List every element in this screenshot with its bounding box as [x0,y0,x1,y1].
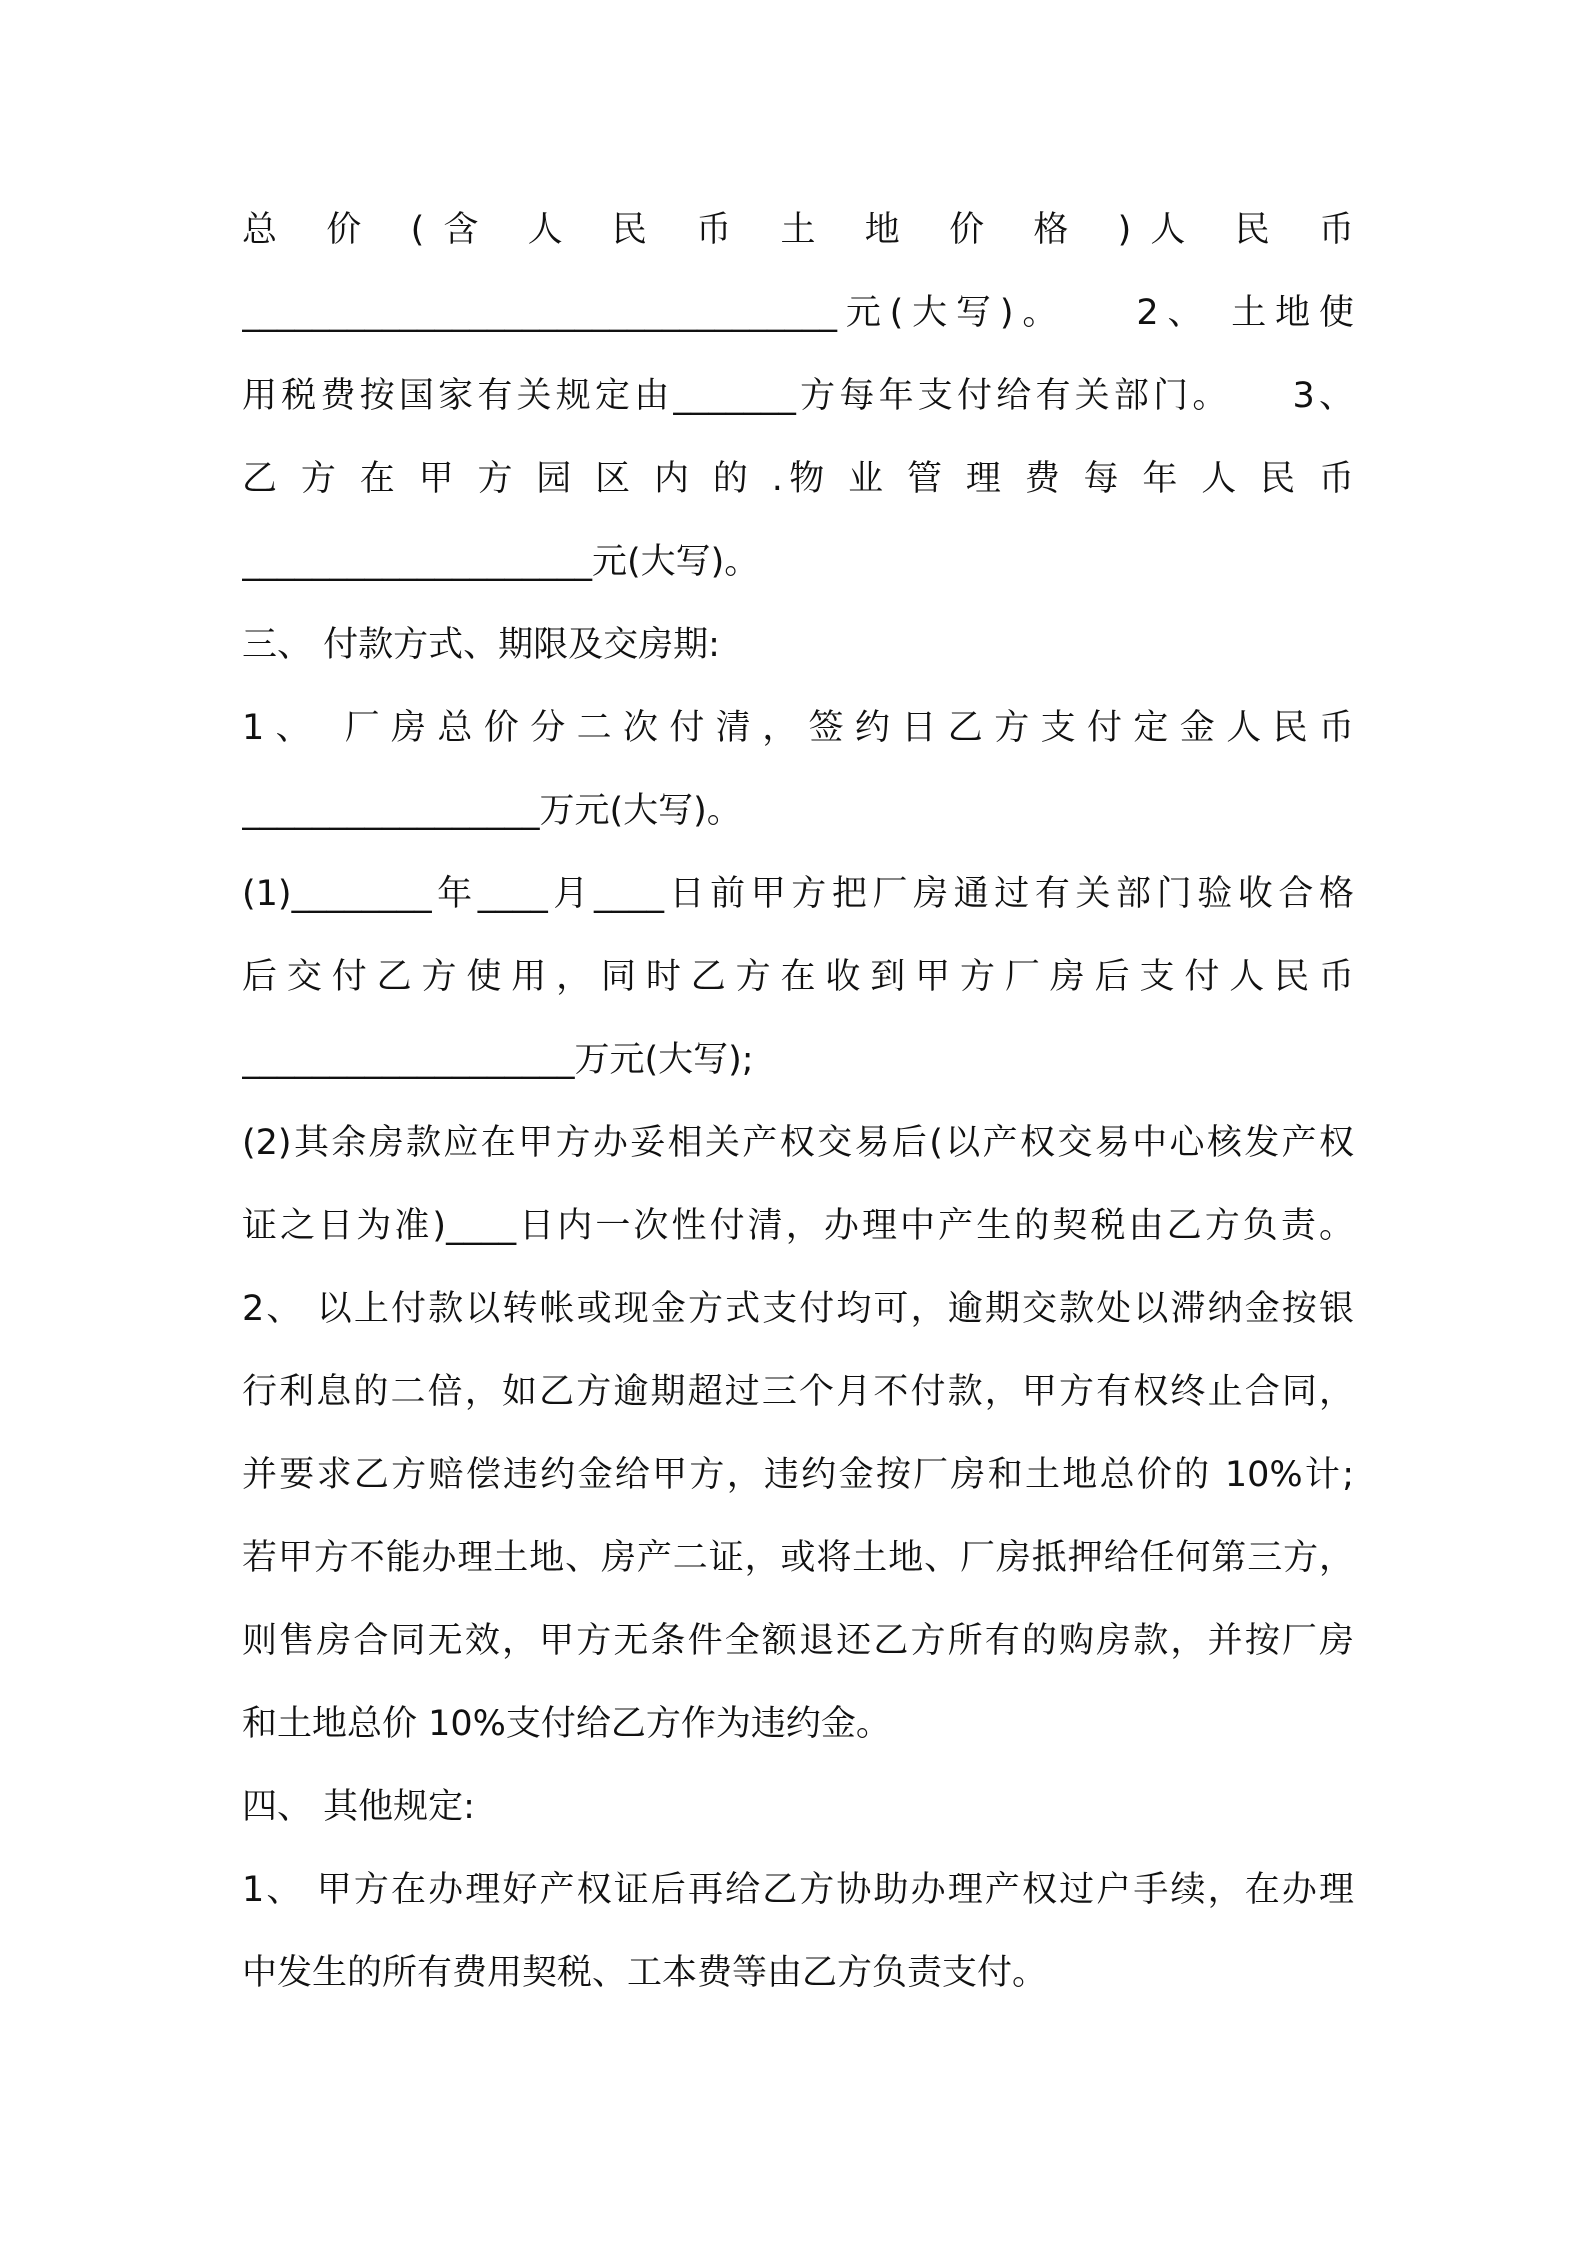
text-line: ____________________元(大写)。 [242,542,760,582]
section-heading: 三、 付款方式、期限及交房期: [242,625,720,665]
text-line: 中发生的所有费用契税、工本费等由乙方负责支付。 [242,1953,1048,1993]
text-line: 1、 甲方在办理好产权证后再给乙方协助办理产权过户手续，在办理 [242,1870,1354,1910]
text-line: 则售房合同无效，甲方无条件全额退还乙方所有的购房款，并按厂房 [242,1621,1354,1661]
text-line: 若甲方不能办理土地、房产二证，或将土地、厂房抵押给任何第三方， [242,1538,1354,1578]
text-line: ___________________万元(大写); [242,1040,754,1080]
text-line: 后交付乙方使用，同时乙方在收到甲方厂房后支付人民币 [242,957,1354,997]
section-heading: 四、 其他规定: [242,1787,475,1827]
text-line: 行利息的二倍，如乙方逾期超过三个月不付款，甲方有权终止合同， [242,1372,1354,1412]
text-line: _________________万元(大写)。 [242,791,742,831]
text-line: 证之日为准)____日内一次性付清，办理中产生的契税由乙方负责。 [242,1206,1354,1246]
text-line: 和土地总价 10%支付给乙方作为违约金。 [242,1704,891,1744]
text-line: 总 价 (含 人 民 币 土 地 价 格 )人 民 币 [242,210,1354,250]
text-line: 并要求乙方赔偿违约金给甲方，违约金按厂房和土地总价的 10%计; [242,1455,1354,1495]
text-line: (1)________年____月____日前甲方把厂房通过有关部门验收合格 [242,874,1354,914]
text-line: 2、 以上付款以转帐或现金方式支付均可，逾期交款处以滞纳金按银 [242,1289,1354,1329]
text-line: 乙 方 在 甲 方 园 区 内 的 .物 业 管 理 费 每 年 人 民 币 [242,459,1354,499]
text-line: (2)其余房款应在甲方办妥相关产权交易后(以产权交易中心核发产权 [242,1123,1354,1163]
text-line: 用税费按国家有关规定由_______方每年支付给有关部门。 3、 [242,376,1354,416]
text-line: __________________________________元(大写)。 2、 土地使 [242,293,1354,333]
text-line: 1、 厂房总价分二次付清，签约日乙方支付定金人民币 [242,708,1354,748]
